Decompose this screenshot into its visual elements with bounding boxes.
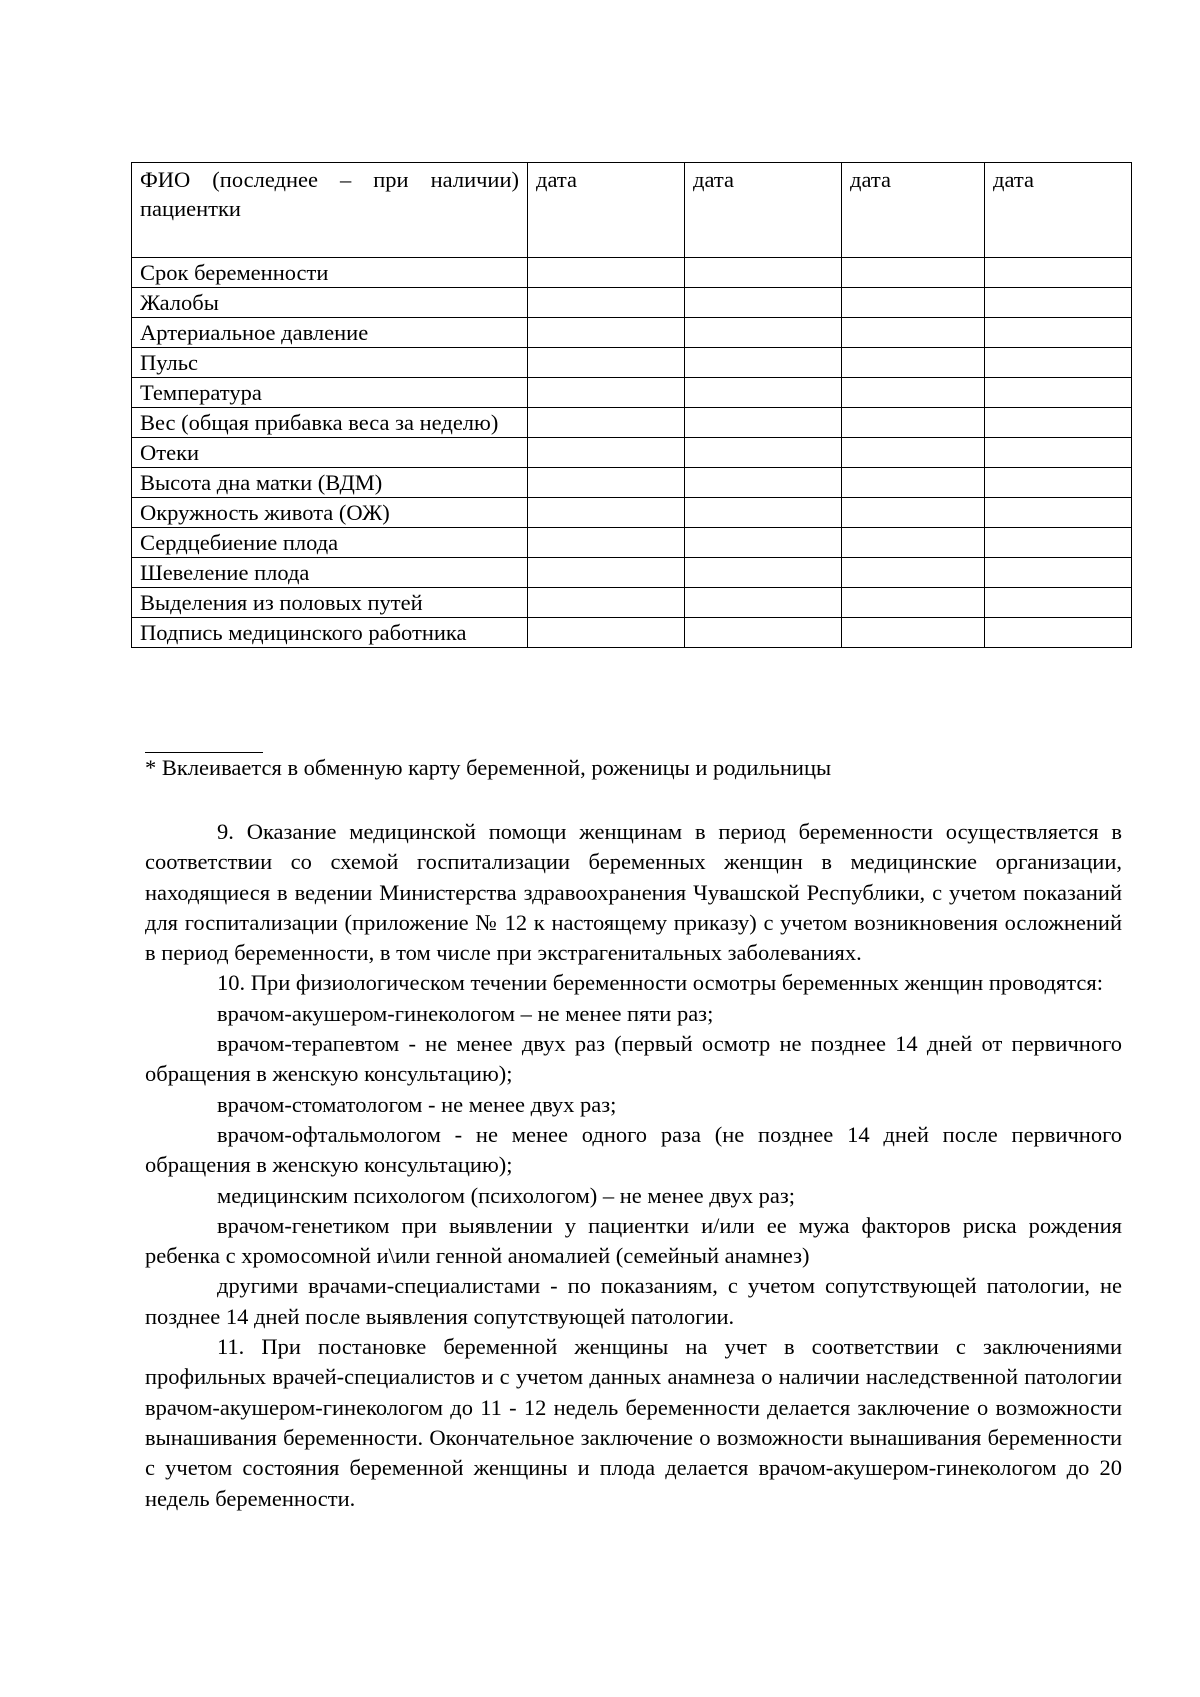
table-row (132, 468, 1132, 498)
table-row (132, 588, 1132, 618)
table-cell (685, 258, 842, 288)
table-cell (528, 318, 685, 348)
table-row (132, 498, 1132, 528)
row-label: Срок беременности (132, 258, 528, 288)
table-cell (528, 288, 685, 318)
table-cell (842, 348, 985, 378)
table-cell (842, 318, 985, 348)
table-cell (685, 618, 842, 648)
table-cell (842, 618, 985, 648)
table-cell (685, 348, 842, 378)
table-cell (985, 378, 1132, 408)
table-cell (842, 558, 985, 588)
row-label: Высота дна матки (ВДМ) (132, 468, 528, 498)
table-row (132, 438, 1132, 468)
paragraph: медицинским психологом (психологом) – не менее двух раз; (217, 1182, 796, 1208)
table-cell (528, 528, 685, 558)
date-header-1: дата (528, 163, 685, 258)
table-cell (685, 528, 842, 558)
row-label: Выделения из половых путей (132, 588, 528, 618)
table-cell (528, 378, 685, 408)
table-row (132, 288, 1132, 318)
patient-name-header-line2: пациентки (140, 196, 241, 221)
table-cell (842, 438, 985, 468)
row-label: Жалобы (132, 288, 528, 318)
row-label: Шевеление плода (132, 558, 528, 588)
table-row (132, 408, 1132, 438)
table-row (132, 618, 1132, 648)
table-cell (685, 288, 842, 318)
body-text (145, 817, 1122, 1514)
footnote-separator (145, 752, 263, 753)
table-cell (985, 588, 1132, 618)
row-label: Температура (132, 378, 528, 408)
table-cell (842, 258, 985, 288)
table-row (132, 318, 1132, 348)
row-label: Сердцебиение плода (132, 528, 528, 558)
table-cell (985, 288, 1132, 318)
table-cell (528, 558, 685, 588)
table-cell (528, 588, 685, 618)
table-cell (985, 558, 1132, 588)
row-label: Отеки (132, 438, 528, 468)
table-cell (528, 468, 685, 498)
table-cell (528, 258, 685, 288)
paragraph: 9. Оказание медицинской помощи женщинам в период беременности осуществляется в соответствии со схемой госпитализации беременных женщин в медицинские организации, находящиеся в ведении Министерства здравоохранения Чувашской Республики, с учетом показаний для госпитализации (приложение № 12 к настоящему приказу) с учетом возникновения осложнений в период беременности, в том числе при экстрагенитальных заболеваниях. (145, 819, 1122, 966)
table-cell (842, 408, 985, 438)
table-cell (528, 618, 685, 648)
footnote: * Вклеивается в обменную карту беременной, роженицы и родильницы (145, 755, 832, 780)
table-cell (842, 498, 985, 528)
table-cell (685, 468, 842, 498)
paragraph: 11. При постановке беременной женщины на учет в соответствии с заключениями профильных врачей-специалистов и с учетом данных анамнеза о наличии наследственной патологии врачом-акушером-гинекологом до 11 - 12 недель беременности делается заключение о возможности вынашивания беременности. Окончательное заключение о возможности вынашивания беременности с учетом состояния беременной женщины и плода делается врачом-акушером-гинекологом до 20 недель беременности. (145, 1334, 1122, 1511)
table-row (132, 348, 1132, 378)
table-cell (842, 528, 985, 558)
paragraph: врачом-генетиком при выявлении у пациентки и/или ее мужа факторов риска рождения ребенка с хромосомной и\или генной аномалией (семейный анамнез) (145, 1212, 1122, 1269)
observation-table (131, 162, 1132, 648)
paragraph: 10. При физиологическом течении беременности осмотры беременных женщин проводятся: (217, 970, 1103, 996)
table-cell (985, 408, 1132, 438)
row-label: Пульс (132, 348, 528, 378)
table-cell (685, 438, 842, 468)
table-cell (985, 468, 1132, 498)
table-cell (985, 258, 1132, 288)
table-cell (685, 558, 842, 588)
table-cell (685, 498, 842, 528)
date-header-4: дата (985, 163, 1132, 258)
paragraph: другими врачами-специалистами - по показаниям, с учетом сопутствующей патологии, не позднее 14 дней после выявления сопутствующей патологии. (145, 1273, 1122, 1329)
table-cell (528, 348, 685, 378)
patient-name-header (132, 163, 528, 258)
row-label: Подпись медицинского работника (132, 618, 528, 648)
table-cell (528, 408, 685, 438)
paragraph: врачом-офтальмологом - не менее одного раза (не позднее 14 дней после первичного обращения в женскую консультацию); (145, 1121, 1122, 1178)
paragraph: врачом-акушером-гинекологом – не менее пяти раз; (217, 1000, 714, 1026)
table-cell (685, 408, 842, 438)
paragraph: врачом-терапевтом - не менее двух раз (первый осмотр не позднее 14 дней от первичного обращения в женскую консультацию); (145, 1031, 1122, 1087)
date-header-3: дата (842, 163, 985, 258)
patient-name-header-line1: ФИО (последнее – при наличии) (140, 167, 519, 192)
row-label: Окружность живота (ОЖ) (132, 498, 528, 528)
table-cell (685, 588, 842, 618)
table-header-row (132, 163, 1132, 258)
table-cell (842, 468, 985, 498)
table-cell (985, 348, 1132, 378)
paragraph: врачом-стоматологом - не менее двух раз; (217, 1091, 617, 1117)
table-cell (842, 588, 985, 618)
table-row (132, 528, 1132, 558)
table-row (132, 378, 1132, 408)
table-cell (842, 378, 985, 408)
table-row (132, 258, 1132, 288)
row-label: Артериальное давление (132, 318, 528, 348)
table-cell (985, 318, 1132, 348)
table-cell (985, 528, 1132, 558)
table-cell (842, 288, 985, 318)
table-cell (685, 318, 842, 348)
table-cell (685, 378, 842, 408)
table-cell (528, 438, 685, 468)
table-cell (985, 618, 1132, 648)
table-cell (528, 498, 685, 528)
table-cell (985, 498, 1132, 528)
date-header-2: дата (685, 163, 842, 258)
table-cell (985, 438, 1132, 468)
table-row (132, 558, 1132, 588)
row-label: Вес (общая прибавка веса за неделю) (132, 408, 528, 438)
